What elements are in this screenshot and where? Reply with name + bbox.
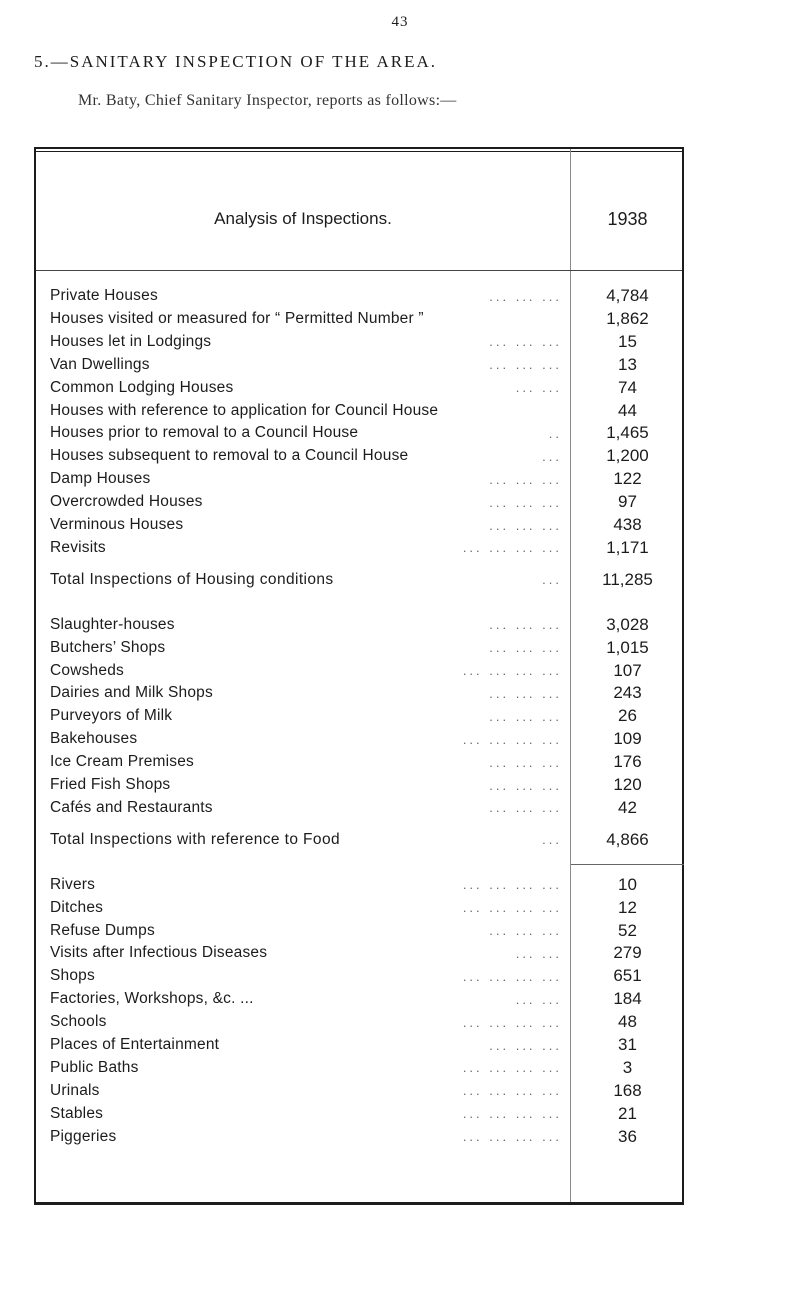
row-label: Rivers [50, 875, 96, 893]
row-value: 31 [618, 1035, 637, 1054]
row-value: 122 [613, 469, 642, 489]
row-label: Common Lodging Houses [50, 378, 234, 396]
food-row [36, 774, 682, 796]
row-leader-dots: ... ... ... [489, 288, 562, 304]
row-leader-dots: ... ... [515, 991, 562, 1007]
row-value: 176 [613, 752, 642, 772]
row-value: 12 [618, 897, 637, 917]
food-row [36, 614, 682, 636]
table-header-year: 1938 [607, 209, 648, 229]
row-label: Houses prior to removal to a Council House [50, 424, 359, 442]
other-row [36, 965, 682, 987]
row-label: Revisits [50, 538, 106, 556]
food-row [36, 637, 682, 659]
row-value: 184 [613, 989, 642, 1009]
row-value: 74 [618, 377, 637, 397]
row-label: Visits after Infectious Diseases [50, 944, 268, 962]
food-row [36, 682, 682, 704]
row-value: 36 [618, 1126, 637, 1146]
row-label: Purveyors of Milk [50, 707, 173, 725]
other-row [36, 942, 682, 964]
row-label: Total Inspections of Housing conditions [50, 570, 334, 588]
row-leader-dots: ... ... ... [489, 640, 562, 656]
row-label: Ditches [50, 898, 104, 916]
row-label: Stables [50, 1104, 104, 1122]
row-leader-dots: ... [542, 572, 562, 588]
row-label: Houses with reference to application for Council House [50, 401, 439, 419]
housing-row [36, 422, 682, 444]
other-row [36, 1011, 682, 1033]
inspections-table [34, 147, 684, 1205]
section-heading: 5.—SANITARY INSPECTION OF THE AREA. [34, 52, 437, 71]
row-value: 10 [618, 874, 637, 894]
food-row [36, 751, 682, 773]
row-leader-dots: ... ... ... [489, 685, 562, 701]
other-row [36, 897, 682, 919]
row-value: 168 [613, 1080, 642, 1100]
other-row [36, 1057, 682, 1079]
row-leader-dots: ... ... ... ... [462, 540, 562, 556]
row-leader-dots: ... ... ... ... [462, 1060, 562, 1076]
row-leader-dots: ... ... ... [489, 334, 562, 350]
row-leader-dots: ... ... ... [489, 800, 562, 816]
row-leader-dots: ... ... ... ... [462, 877, 562, 893]
row-label: Factories, Workshops, &c. ... [50, 990, 254, 1008]
row-value: 107 [613, 660, 642, 680]
row-leader-dots: ... [542, 448, 562, 464]
row-value: 44 [618, 400, 637, 420]
row-leader-dots: ... ... ... [489, 923, 562, 938]
row-label: Houses let in Lodgings [50, 332, 212, 350]
row-label: Urinals [50, 1081, 100, 1099]
food-row [36, 797, 682, 819]
row-leader-dots: ... ... ... ... [462, 1106, 562, 1122]
row-leader-dots: ... ... ... ... [462, 968, 562, 984]
row-value: 651 [613, 966, 642, 986]
other-row [36, 1034, 682, 1056]
food-total-row [36, 829, 682, 851]
row-leader-dots: ... ... ... [489, 1037, 562, 1053]
housing-row [36, 445, 682, 467]
row-value: 21 [618, 1103, 637, 1123]
row-leader-dots: ... ... ... [489, 494, 562, 510]
row-label: Total Inspections with reference to Food [50, 830, 340, 848]
row-label: Bakehouses [50, 730, 138, 748]
housing-row [36, 285, 682, 307]
row-label: Refuse Dumps [50, 921, 155, 939]
row-value: 3 [622, 1057, 633, 1077]
housing-row [36, 537, 682, 559]
row-value: 120 [613, 775, 642, 794]
row-leader-dots: ... ... ... ... [462, 1083, 562, 1099]
row-value: 3,028 [606, 614, 649, 634]
housing-row [36, 377, 682, 399]
row-label: Slaughter-houses [50, 615, 175, 633]
row-value: 1,200 [606, 446, 649, 466]
row-value: 4,784 [606, 286, 649, 305]
row-leader-dots: ... ... [515, 380, 562, 396]
row-value: 42 [618, 797, 637, 817]
row-label: Ice Cream Premises [50, 753, 194, 771]
row-leader-dots: ... ... ... ... [462, 1014, 562, 1030]
housing-row [36, 514, 682, 536]
food-row [36, 705, 682, 727]
row-value: 26 [618, 706, 637, 726]
row-leader-dots: ... ... ... [489, 708, 562, 724]
intro-text: Mr. Baty, Chief Sanitary Inspector, reports as follows:— [78, 92, 457, 109]
row-leader-dots: .. [548, 425, 562, 441]
row-label: Houses subsequent to removal to a Council House [50, 447, 409, 465]
row-value: 52 [618, 920, 637, 940]
row-label: Places of Entertainment [50, 1036, 220, 1053]
row-value: 109 [613, 729, 642, 749]
row-value: 1,465 [606, 423, 649, 443]
row-leader-dots: ... ... ... [489, 471, 562, 487]
food-row [36, 728, 682, 750]
row-leader-dots: ... ... ... [489, 517, 562, 533]
other-row [36, 874, 682, 896]
row-value: 11,285 [602, 569, 653, 589]
housing-row [36, 308, 682, 330]
row-value: 48 [618, 1012, 637, 1032]
row-label: Schools [50, 1013, 107, 1031]
other-row [36, 988, 682, 1010]
other-row [36, 1103, 682, 1125]
housing-total-row [36, 569, 682, 591]
row-leader-dots: ... ... ... ... [462, 663, 562, 678]
row-label: Private Houses [50, 287, 158, 304]
row-label: Overcrowded Houses [50, 493, 203, 511]
row-value: 97 [618, 492, 637, 512]
row-value: 4,866 [606, 829, 649, 849]
row-label: Verminous Houses [50, 516, 184, 533]
row-leader-dots: ... ... [515, 945, 562, 961]
row-label: Dairies and Milk Shops [50, 684, 213, 702]
row-leader-dots: ... ... ... [489, 357, 562, 373]
table-header-label: Analysis of Inspections. [214, 209, 392, 228]
other-row [36, 1080, 682, 1102]
row-value: 438 [613, 515, 642, 534]
row-leader-dots: ... [542, 832, 562, 848]
row-leader-dots: ... ... ... ... [462, 1129, 562, 1145]
other-row [36, 1126, 682, 1148]
row-value: 279 [613, 943, 642, 963]
header-rule [36, 270, 682, 271]
row-label: Van Dwellings [50, 355, 150, 373]
row-value: 243 [613, 683, 642, 703]
row-label: Piggeries [50, 1127, 117, 1145]
row-label: Cafés and Restaurants [50, 798, 213, 816]
housing-row [36, 491, 682, 513]
housing-row [36, 354, 682, 376]
housing-row [36, 331, 682, 353]
row-leader-dots: ... ... ... [489, 754, 562, 770]
row-leader-dots: ... ... ... [489, 617, 562, 633]
row-label: Public Baths [50, 1058, 139, 1076]
food-row [36, 660, 682, 682]
total-rule [571, 864, 684, 865]
row-leader-dots: ... ... ... [489, 777, 562, 793]
row-leader-dots: ... ... ... ... [462, 900, 562, 916]
row-value: 15 [618, 331, 637, 351]
row-value: 13 [618, 354, 637, 374]
row-label: Cowsheds [50, 661, 124, 679]
housing-row [36, 468, 682, 490]
row-leader-dots: ... ... ... ... [462, 731, 562, 747]
row-label: Butchers’ Shops [50, 638, 166, 656]
row-value: 1,171 [606, 537, 649, 557]
page-number: 43 [391, 14, 409, 30]
row-value: 1,862 [606, 308, 649, 328]
row-label: Shops [50, 967, 95, 985]
row-label: Damp Houses [50, 470, 151, 488]
housing-row [36, 400, 682, 422]
row-label: Houses visited or measured for “ Permitted Number ” [50, 309, 424, 327]
row-value: 1,015 [606, 637, 649, 657]
row-label: Fried Fish Shops [50, 776, 171, 793]
other-row [36, 920, 682, 942]
